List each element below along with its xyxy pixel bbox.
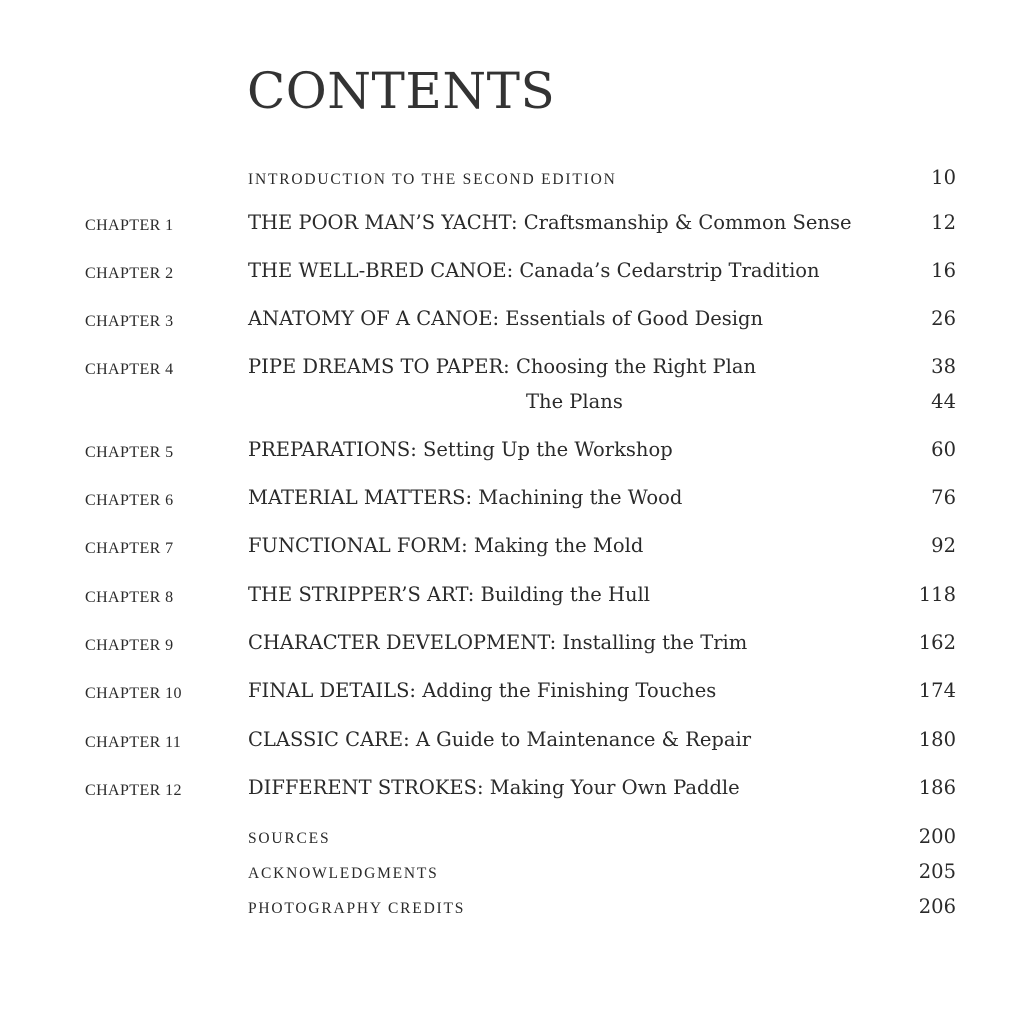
chapter-title: THE STRIPPER’S ART: Building the Hull (248, 583, 651, 606)
chapter-subentry (0, 390, 1024, 420)
back-matter-entry (0, 895, 1024, 925)
chapter-number: CHAPTER 2 (85, 265, 174, 282)
back-matter-label: PHOTOGRAPHY CREDITS (248, 900, 466, 917)
chapter-title: PIPE DREAMS TO PAPER: Choosing the Right Plan (248, 355, 757, 378)
chapter-number: CHAPTER 7 (85, 540, 174, 557)
chapter-entry (0, 438, 1024, 468)
chapter-page-number: 76 (931, 486, 956, 509)
chapter-title: THE POOR MAN’S YACHT: Craftsmanship & Common Sense (248, 211, 852, 234)
chapter-number: CHAPTER 1 (85, 217, 174, 234)
chapter-page-number: 118 (918, 583, 956, 606)
chapter-page-number: 186 (918, 776, 956, 799)
chapter-number: CHAPTER 11 (85, 734, 182, 751)
page-title: CONTENTS (247, 62, 556, 120)
chapter-entry (0, 534, 1024, 564)
chapter-page-number: 26 (931, 307, 956, 330)
chapter-title: DIFFERENT STROKES: Making Your Own Paddle (248, 776, 740, 799)
back-matter-entry (0, 860, 1024, 890)
chapter-page-number: 38 (931, 355, 956, 378)
chapter-page-number: 180 (918, 728, 956, 751)
chapter-sub-page-number: 44 (931, 390, 956, 413)
chapter-number: CHAPTER 6 (85, 492, 174, 509)
intro-label: INTRODUCTION TO THE SECOND EDITION (248, 171, 617, 188)
chapter-title: FINAL DETAILS: Adding the Finishing Touches (248, 679, 717, 702)
chapter-entry (0, 631, 1024, 661)
chapter-number: CHAPTER 8 (85, 589, 174, 606)
chapter-title: CLASSIC CARE: A Guide to Maintenance & Repair (248, 728, 752, 751)
intro-page-number: 10 (931, 166, 956, 189)
chapter-entry (0, 486, 1024, 516)
chapter-entry (0, 583, 1024, 613)
chapter-entry (0, 728, 1024, 758)
chapter-title: MATERIAL MATTERS: Machining the Wood (248, 486, 683, 509)
chapter-title: PREPARATIONS: Setting Up the Workshop (248, 438, 673, 461)
back-matter-entry (0, 825, 1024, 855)
chapter-entry (0, 679, 1024, 709)
chapter-page-number: 174 (918, 679, 956, 702)
chapter-title: ANATOMY OF A CANOE: Essentials of Good Design (248, 307, 764, 330)
chapter-subtitle: The Plans (526, 390, 623, 413)
intro-entry (0, 166, 1024, 196)
chapter-number: CHAPTER 12 (85, 782, 182, 799)
chapter-entry (0, 307, 1024, 337)
back-matter-page-number: 200 (918, 825, 956, 848)
chapter-entry (0, 259, 1024, 289)
chapter-title: FUNCTIONAL FORM: Making the Mold (248, 534, 644, 557)
chapter-number: CHAPTER 5 (85, 444, 174, 461)
back-matter-page-number: 206 (918, 895, 956, 918)
chapter-number: CHAPTER 4 (85, 361, 174, 378)
chapter-page-number: 16 (931, 259, 956, 282)
chapter-entry (0, 776, 1024, 806)
chapter-page-number: 162 (918, 631, 956, 654)
chapter-page-number: 12 (931, 211, 956, 234)
chapter-entry (0, 211, 1024, 241)
back-matter-label: ACKNOWLEDGMENTS (248, 865, 439, 882)
chapter-page-number: 60 (931, 438, 956, 461)
chapter-title: THE WELL-BRED CANOE: Canada’s Cedarstrip Tradition (248, 259, 820, 282)
chapter-number: CHAPTER 9 (85, 637, 174, 654)
chapter-entry (0, 355, 1024, 385)
chapter-page-number: 92 (931, 534, 956, 557)
back-matter-page-number: 205 (918, 860, 956, 883)
back-matter-label: SOURCES (248, 830, 331, 847)
chapter-title: CHARACTER DEVELOPMENT: Installing the Trim (248, 631, 748, 654)
chapter-number: CHAPTER 3 (85, 313, 174, 330)
chapter-number: CHAPTER 10 (85, 685, 182, 702)
